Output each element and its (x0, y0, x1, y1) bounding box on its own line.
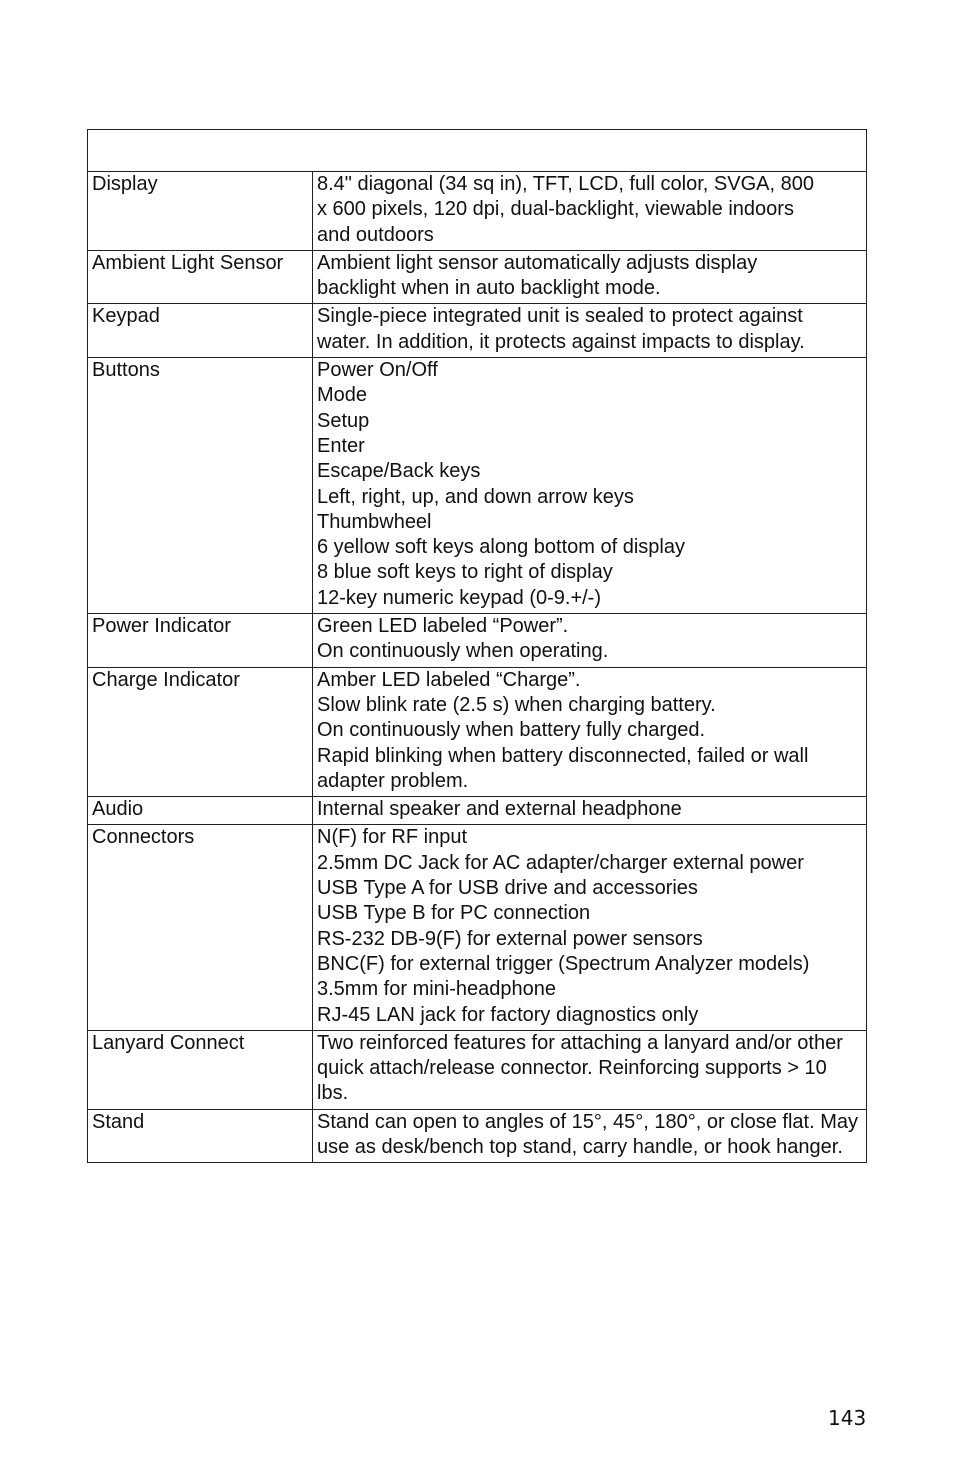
spec-value-line: Internal speaker and external headphone (317, 798, 682, 821)
spec-value-line: 2.5mm DC Jack for AC adapter/charger external power (317, 851, 804, 874)
spec-value (313, 614, 867, 668)
spec-value-line: BNC(F) for external trigger (Spectrum Analyzer models) (317, 952, 810, 975)
spec-value-line: use as desk/bench top stand, carry handle, or hook hanger. (317, 1135, 843, 1158)
spec-table (87, 129, 867, 1163)
spec-value-line: adapter problem. (317, 769, 469, 792)
spec-row (88, 304, 867, 358)
spec-row (88, 825, 867, 1030)
spec-row (88, 614, 867, 668)
page-number: 143 (828, 1406, 867, 1430)
spec-value-line: Single-piece integrated unit is sealed to protect against (317, 305, 803, 328)
spec-value (313, 250, 867, 304)
spec-value-line: On continuously when battery fully charged. (317, 719, 705, 742)
spec-row (88, 1109, 867, 1163)
spec-table-body (88, 130, 867, 1163)
spec-row (88, 358, 867, 614)
spec-value-line: Rapid blinking when battery disconnected, failed or wall (317, 744, 809, 767)
spec-value (313, 1030, 867, 1109)
spec-value-line: RS-232 DB-9(F) for external power sensors (317, 927, 703, 950)
spec-value-line: Stand can open to angles of 15°, 45°, 180°, or close flat. May (317, 1110, 858, 1133)
spec-value-line: water. In addition, it protects against impacts to display. (317, 330, 805, 353)
spec-value (313, 304, 867, 358)
spec-value-line: Left, right, up, and down arrow keys (317, 485, 634, 508)
spec-label: Charge Indicator (88, 667, 313, 796)
spec-row (88, 667, 867, 796)
spec-value-line: Mode (317, 384, 368, 407)
spec-row (88, 1030, 867, 1109)
spec-value-line: On continuously when operating. (317, 640, 609, 663)
spec-label: Keypad (88, 304, 313, 358)
spec-value-line: and outdoors (317, 223, 434, 246)
spec-value-line: N(F) for RF input (317, 826, 468, 849)
spec-value-line: Amber LED labeled “Charge”. (317, 668, 581, 691)
spec-value-line: 3.5mm for mini-headphone (317, 978, 557, 1001)
spec-value-line: 8 blue soft keys to right of display (317, 561, 613, 584)
spec-row (88, 250, 867, 304)
spec-value-line: Thumbwheel (317, 510, 432, 533)
spec-value-line: Ambient light sensor automatically adjusts display (317, 251, 758, 274)
spec-value-line: Escape/Back keys (317, 460, 481, 483)
spec-value (313, 172, 867, 251)
spec-value-line: quick attach/release connector. Reinforcing supports > 10 lbs. (317, 1057, 827, 1105)
spec-value-line: 12-key numeric keypad (0-9.+/-) (317, 586, 602, 609)
spec-label: Display (88, 172, 313, 251)
spec-value-line: backlight when in auto backlight mode. (317, 277, 661, 300)
spec-row (88, 797, 867, 825)
spec-value-line: RJ-45 LAN jack for factory diagnostics only (317, 1003, 699, 1026)
spec-label: Ambient Light Sensor (88, 250, 313, 304)
spec-value (313, 667, 867, 796)
spec-value-line: Setup (317, 409, 370, 432)
spec-label: Connectors (88, 825, 313, 1030)
spec-value-line: USB Type A for USB drive and accessories (317, 877, 698, 900)
spec-value-line: x 600 pixels, 120 dpi, dual-backlight, viewable indoors (317, 198, 794, 221)
spec-value-line: Power On/Off (317, 359, 438, 382)
spec-value-line: Green LED labeled “Power”. (317, 615, 569, 638)
spec-value (313, 825, 867, 1030)
spec-label: Stand (88, 1109, 313, 1163)
spec-value-line: 6 yellow soft keys along bottom of display (317, 536, 685, 559)
spec-label: Power Indicator (88, 614, 313, 668)
spec-value (313, 1109, 867, 1163)
spec-value (313, 797, 867, 825)
spec-label: Lanyard Connect (88, 1030, 313, 1109)
spec-value (313, 358, 867, 614)
table-header-row (88, 130, 867, 172)
spec-label: Buttons (88, 358, 313, 614)
spec-row (88, 172, 867, 251)
table-header-cell (88, 130, 867, 172)
spec-value-line: Two reinforced features for attaching a lanyard and/or other (317, 1031, 843, 1054)
spec-value-line: USB Type B for PC connection (317, 902, 591, 925)
spec-label: Audio (88, 797, 313, 825)
spec-value-line: 8.4" diagonal (34 sq in), TFT, LCD, full color, SVGA, 800 (317, 173, 814, 195)
spec-value-line: Enter (317, 434, 365, 457)
spec-value-line: Slow blink rate (2.5 s) when charging battery. (317, 693, 716, 716)
